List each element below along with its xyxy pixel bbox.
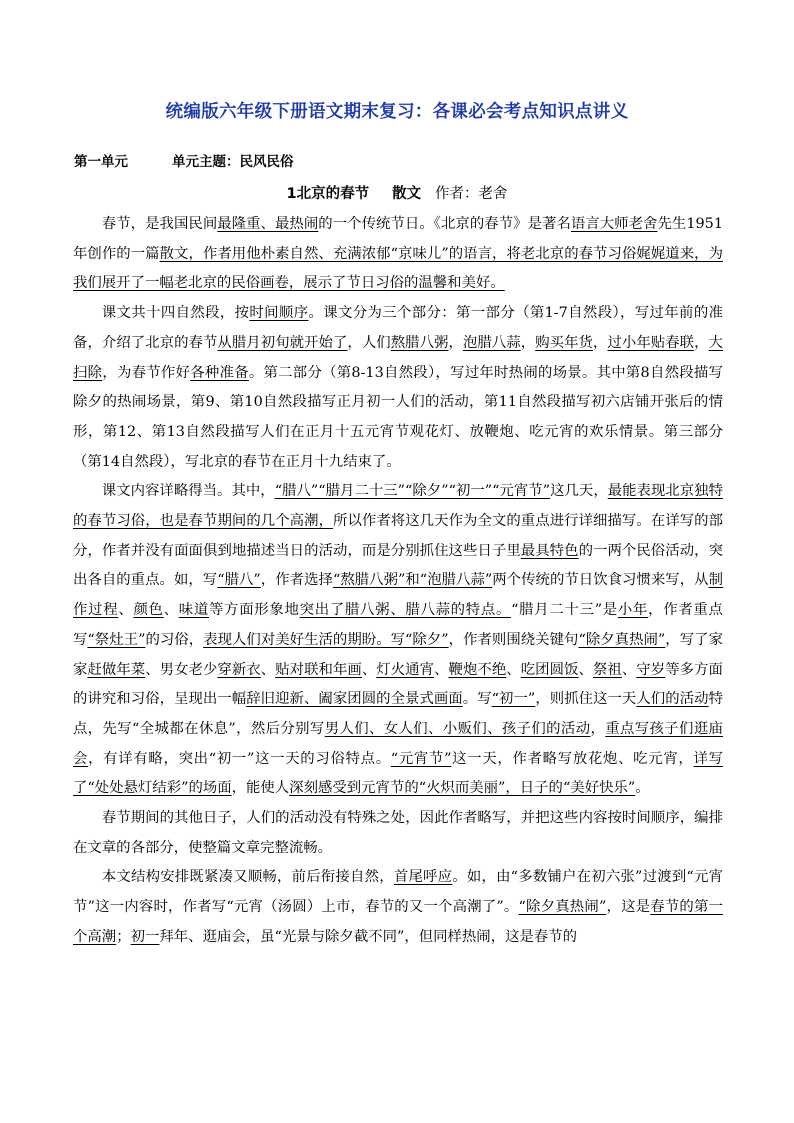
- text-segment: 的一两个民俗活动，突出各自的重点。如，写: [73, 542, 723, 589]
- underlined-text: 小年: [617, 602, 649, 619]
- text-segment: 、: [434, 661, 449, 678]
- text-segment: 课文共十四自然段，按: [101, 305, 250, 322]
- text-segment: 特点，先写“全城都在休息”，然后分别写: [73, 691, 723, 737]
- underlined-text: 初一: [130, 928, 160, 945]
- underlined-text: 鞭炮不绝: [448, 661, 507, 678]
- underlined-text: 辞旧迎新、阖家团圆的全景式画面: [246, 691, 463, 708]
- underlined-text: “熬腊八粥”和“泡腊八蒜”: [332, 572, 493, 589]
- underlined-text: 过小年贴春联: [607, 334, 695, 351]
- text-segment: 、: [260, 661, 276, 678]
- text-segment: 。写: [462, 691, 492, 708]
- text-segment: 、: [506, 661, 521, 678]
- text-segment: ，则抓住这一天: [535, 691, 637, 708]
- text-segment: ；: [116, 928, 131, 945]
- text-segment: 、: [118, 602, 134, 619]
- underlined-text: 从腊月初旬就开始了: [217, 334, 348, 351]
- underlined-text: “除夕真热闹”: [578, 631, 666, 648]
- text-segment: 两个传统的节日饮食习惯来写，从: [492, 572, 709, 589]
- underlined-text: 重点写孩子们逛庙会: [73, 720, 723, 767]
- text-segment: ，写了家家: [73, 631, 723, 678]
- text-segment: 、: [578, 661, 593, 678]
- underlined-text: ，: [188, 245, 203, 262]
- underlined-text: 最隆重、最热闹: [217, 216, 319, 232]
- text-segment: 、: [621, 661, 637, 678]
- text-segment: ，这是: [606, 899, 651, 916]
- paragraph-detail: [73, 477, 723, 804]
- page-title: 统编版六年级下册语文期末复习：各课必会考点知识点讲义: [165, 102, 629, 122]
- document-body: [73, 210, 723, 953]
- underlined-text: 守岁: [636, 661, 666, 678]
- underlined-text: 颜色: [133, 602, 164, 619]
- underlined-text: 最具特色: [520, 542, 579, 559]
- text-segment: 。如，由“多数铺户在初六张”过渡到“元宵节”这一内容时，作者写“元宵（汤圆）上市，春节的又一个高潮了”。: [73, 869, 723, 916]
- underlined-text: 男人们、女人们、小贩们、孩子们的活动: [324, 720, 591, 737]
- text-segment: 、: [361, 661, 377, 678]
- paragraph-structure: [73, 299, 723, 477]
- underlined-text: 大扫除: [73, 334, 723, 381]
- text-segment: ，作者则围绕关键句: [448, 631, 579, 648]
- underlined-text: “除夕真热闹”: [518, 899, 607, 916]
- text-segment: ，: [520, 334, 536, 351]
- text-segment: 拜年、逛庙会，虽“光景与除夕截不同”，但同样热闹，这是春节的: [159, 928, 578, 945]
- text-segment: 本文结构安排既紧凑又顺畅，前后衔接自然，: [101, 869, 394, 886]
- underlined-text: 表现人们对美好生活的期盼。写“除夕”: [203, 631, 449, 648]
- underlined-text: 散文: [159, 245, 189, 262]
- underlined-text: 时间顺序: [249, 305, 309, 322]
- text-segment: 课文内容详略得当。其中，: [101, 483, 275, 500]
- underlined-text: “腊八”“腊月二十三”“除夕”“初一”“元宵节”: [274, 483, 551, 500]
- text-segment: ，作者重点写: [73, 602, 723, 648]
- text-segment: ，能使人: [231, 780, 290, 797]
- underlined-text: 熬腊八粥: [390, 334, 449, 351]
- underlined-text: 购买年货: [535, 334, 593, 351]
- underlined-text: 首尾呼应: [393, 869, 453, 886]
- text-segment: “腊月二十三”是: [511, 602, 618, 619]
- text-segment: 所以作者将这几天作为全文的重点进行详细描写。在详写的部分，作者并没有面面俱到地描述当日的活动，而是分别抓住这些日子里: [73, 513, 723, 559]
- text-segment: ，作者选择: [260, 572, 333, 589]
- text-segment: ，: [590, 720, 606, 737]
- unit-header: [74, 150, 294, 170]
- text-segment: ，: [694, 334, 709, 351]
- underlined-text: 语言大师老舍: [570, 216, 658, 232]
- underlined-text: 各种准备: [190, 364, 249, 381]
- text-segment: 。: [635, 780, 650, 797]
- paragraph-intro: [73, 210, 723, 299]
- unit-label: 第一单元: [74, 154, 128, 170]
- lesson-genre: 散文: [392, 186, 422, 202]
- text-segment: 先生1951年创作的一篇: [73, 216, 723, 262]
- underlined-text: 赶做年菜: [87, 661, 146, 678]
- underlined-text: “腊八”: [217, 572, 261, 589]
- text-segment: 春节期间的其他日子，人们的活动没有特殊之处，因此作者略写，并把这些内容按时间顺序，编排在文章的各部分，使整篇文章完整流畅。: [73, 810, 723, 856]
- underlined-text: 灯火通宵: [376, 661, 435, 678]
- lesson-author: 作者：老舍: [434, 186, 508, 202]
- text-segment: ，: [592, 334, 608, 351]
- lesson-header: [0, 182, 794, 203]
- text-segment: 、男女老少: [145, 661, 218, 678]
- text-segment: ，人们: [347, 334, 391, 351]
- underlined-text: 最能表现北京独特的春节习俗，也是春节期间的几个高潮，: [73, 483, 723, 530]
- text-segment: 等多方面的讲究和习俗，呈现出一幅: [73, 661, 723, 708]
- text-segment: 这几天，: [550, 483, 608, 500]
- underlined-text: 突出了腊八粥、腊八蒜的特点。: [299, 602, 512, 619]
- paragraph-structure-coherence: [73, 863, 723, 952]
- text-segment: 这一天，作者略写放花炮、吃元宵，: [451, 750, 694, 767]
- text-segment: 。第二部分（第8-13自然段），写过年时热闹的场景。其中第8自然段描写除夕的热闹场景，第9、第10自然段描写正月初一人们的活动，第11自然段描写初六店铺开张后的情形，第12、第13自然段描写人们在正月十五元宵节观花灯、放鞭炮、吃元宵的欢乐情景。第三部分（第14自然段），写北京的春节在正月十九结束了。: [73, 364, 723, 470]
- text-segment: 。课文分为三个部分：第一部分（第1-7自然段），写过年前的准备，介绍了北京的春节: [73, 305, 723, 351]
- underlined-text: 人们的活动: [636, 691, 709, 708]
- underlined-text: “元宵节”: [390, 750, 452, 767]
- text-segment: ，为春节作好: [102, 364, 191, 381]
- underlined-text: “祭灶王”: [87, 631, 146, 648]
- underlined-text: 味道: [178, 602, 209, 619]
- underlined-text: 祭祖: [592, 661, 622, 678]
- underlined-text: 泡腊八蒜: [462, 334, 521, 351]
- lesson-title: 1北京的春节: [286, 186, 370, 202]
- underlined-text: 贴对联和年画: [275, 661, 362, 678]
- underlined-text: 深刻感受到元宵节的“火炽而美丽”，日子的“美好快乐”: [289, 780, 636, 797]
- text-segment: 春节，是我国民间: [101, 216, 218, 232]
- text-segment: ，有详有略，突出“初一”这一天的习俗特点。: [88, 750, 391, 767]
- underlined-text: 作者用他朴素自然、充满浓郁“京味儿”的语言，将老北京的春节习俗娓娓道来，为我们展开了一幅老北京的民俗画卷，展示了节日习俗的温馨和美好。: [73, 245, 723, 292]
- text-segment: 、: [163, 602, 179, 619]
- underlined-text: 春节的第一个高潮: [73, 899, 723, 945]
- paragraph-brief: [73, 804, 723, 863]
- underlined-text: 制作过程: [73, 572, 723, 619]
- unit-theme: 单元主题：民风民俗: [172, 154, 294, 170]
- text-segment: 的习俗，: [145, 631, 204, 648]
- underlined-text: 穿新衣: [217, 661, 261, 678]
- text-segment: 的一个传统节日。《北京的春节》是著名: [318, 216, 571, 232]
- underlined-text: 吃团圆饭: [520, 661, 579, 678]
- underlined-text: 详写了“处处悬灯结彩”的场面: [73, 750, 723, 797]
- text-segment: ，: [448, 334, 463, 351]
- underlined-text: “初一”: [491, 691, 536, 708]
- text-segment: 等方面形象地: [208, 602, 300, 619]
